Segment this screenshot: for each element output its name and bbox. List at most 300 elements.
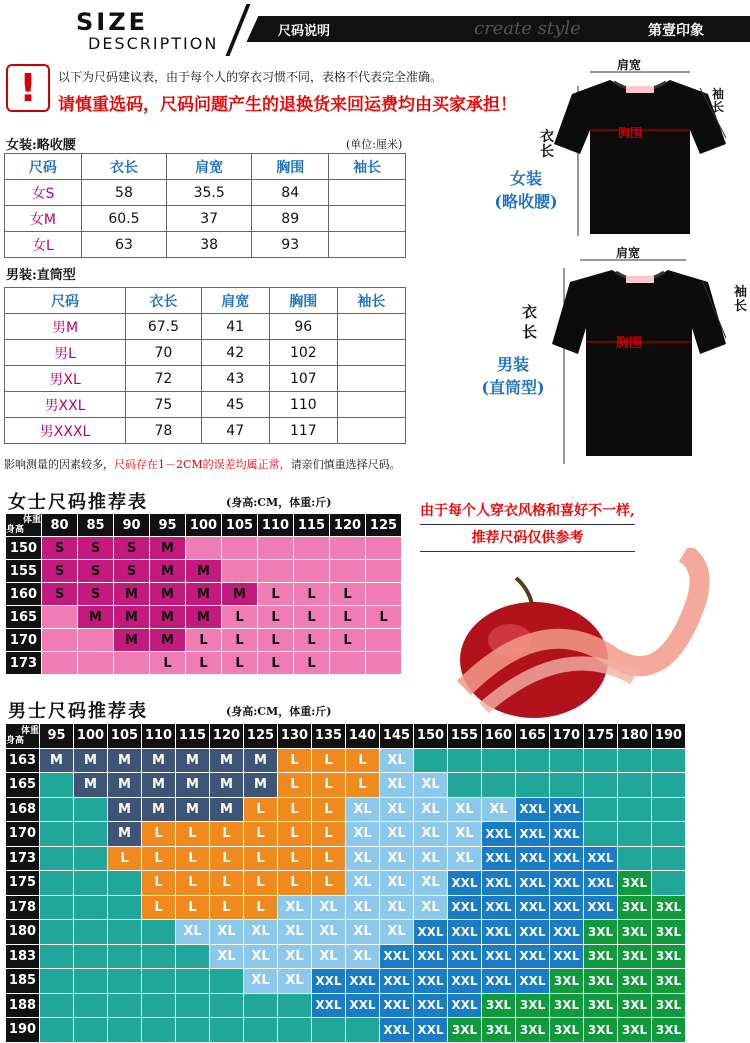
column-header: 胸围 — [269, 288, 337, 314]
grid-cell: L — [222, 629, 258, 652]
grid-cell — [74, 846, 108, 871]
grid-cell: XXL — [550, 920, 584, 945]
corner-weight-label: 体重 — [22, 515, 41, 525]
grid-cell: L — [294, 652, 330, 675]
weight-header: 105 — [222, 514, 258, 537]
grid-row — [6, 606, 402, 629]
grid-cell: L — [366, 606, 402, 629]
grid-cell: 3XL — [584, 1018, 618, 1043]
grid-cell: XXL — [482, 846, 516, 871]
weight-header: 110 — [258, 514, 294, 537]
table-cell: 35.5 — [167, 180, 252, 206]
grid-cell: XL — [414, 822, 448, 847]
grid-cell — [618, 822, 652, 847]
grid-cell: XXL — [414, 1018, 448, 1043]
grid-cell: XXL — [516, 969, 550, 994]
grid-cell: XXL — [516, 797, 550, 822]
grid-cell: S — [42, 560, 78, 583]
grid-cell — [40, 895, 74, 920]
grid-cell: S — [42, 537, 78, 560]
grid-row — [6, 944, 686, 969]
grid-cell: 3XL — [482, 993, 516, 1018]
grid-cell: L — [294, 583, 330, 606]
grid-cell: M — [186, 560, 222, 583]
measurement-note: 影响测量的因素较多，尺码存在1－2CM的误差均属正常，请亲们慎重选择尺码。 — [4, 458, 401, 471]
weight-header: 85 — [78, 514, 114, 537]
grid-cell: M — [150, 560, 186, 583]
grid-cell — [448, 748, 482, 773]
grid-cell — [176, 944, 210, 969]
table-cell — [329, 180, 406, 206]
grid-cell: M — [114, 606, 150, 629]
grid-cell: 3XL — [652, 993, 686, 1018]
grid-cell: 3XL — [448, 1018, 482, 1043]
grid-cell: L — [244, 846, 278, 871]
grid-cell: 3XL — [652, 944, 686, 969]
grid-cell: 3XL — [618, 920, 652, 945]
grid-cell: XL — [414, 871, 448, 896]
grid-cell: XXL — [414, 944, 448, 969]
table-row — [5, 232, 406, 258]
male-size-table — [4, 287, 406, 444]
grid-header-row — [6, 724, 686, 749]
table-cell: 58 — [81, 180, 166, 206]
grid-cell: L — [210, 871, 244, 896]
grid-row — [6, 652, 402, 675]
male-type-label: 男装 (直筒型) — [481, 355, 545, 397]
weight-header: 125 — [366, 514, 402, 537]
column-header: 肩宽 — [167, 154, 252, 180]
height-header: 173 — [6, 652, 42, 675]
grid-cell: L — [176, 846, 210, 871]
grid-cell: L — [312, 797, 346, 822]
table-cell: 60.5 — [81, 206, 166, 232]
grid-cell: L — [258, 629, 294, 652]
grid-cell — [550, 773, 584, 798]
height-header: 160 — [6, 583, 42, 606]
height-header: 173 — [6, 846, 40, 871]
grid-cell — [108, 920, 142, 945]
table-cell: 102 — [269, 340, 337, 366]
grid-cell — [258, 560, 294, 583]
grid-cell: XL — [210, 920, 244, 945]
weight-header: 105 — [108, 724, 142, 749]
height-header: 155 — [6, 560, 42, 583]
female-shoulder-label: 肩宽 — [617, 58, 642, 72]
grid-cell: 3XL — [516, 993, 550, 1018]
grid-cell: L — [312, 748, 346, 773]
column-header: 尺码 — [5, 288, 126, 314]
grid-cell — [78, 652, 114, 675]
grid-cell: XL — [312, 895, 346, 920]
grid-cell: XL — [346, 944, 380, 969]
grid-cell: XXL — [346, 969, 380, 994]
grid-row — [6, 583, 402, 606]
grid-cell: L — [210, 895, 244, 920]
grid-cell — [366, 560, 402, 583]
table-cell: 96 — [269, 314, 337, 340]
grid-cell: XL — [380, 920, 414, 945]
weight-header: 100 — [74, 724, 108, 749]
grid-cell: XXL — [516, 846, 550, 871]
grid-cell: XXL — [550, 846, 584, 871]
height-header: 170 — [6, 629, 42, 652]
female-type-label: 女装 (略收腰) — [494, 169, 558, 211]
grid-cell — [448, 773, 482, 798]
grid-cell: XXL — [380, 1018, 414, 1043]
grid-cell — [584, 748, 618, 773]
grid-cell: XL — [346, 846, 380, 871]
grid-cell — [108, 944, 142, 969]
grid-cell: XL — [380, 895, 414, 920]
grid-cell — [108, 1018, 142, 1043]
table-cell: 43 — [201, 366, 269, 392]
table-cell: 70 — [126, 340, 202, 366]
grid-cell: XXL — [448, 895, 482, 920]
grid-cell — [618, 748, 652, 773]
grid-cell: L — [176, 895, 210, 920]
grid-row — [6, 846, 686, 871]
grid-cell: XXL — [516, 871, 550, 896]
weight-header: 120 — [210, 724, 244, 749]
grid-cell — [618, 773, 652, 798]
grid-cell — [74, 895, 108, 920]
grid-cell — [142, 993, 176, 1018]
grid-cell: L — [330, 629, 366, 652]
grid-cell: M — [210, 797, 244, 822]
grid-cell: L — [312, 773, 346, 798]
grid-row — [6, 629, 402, 652]
height-header: 165 — [6, 606, 42, 629]
height-header: 190 — [6, 1018, 40, 1043]
grid-cell — [108, 969, 142, 994]
grid-cell: XL — [448, 797, 482, 822]
grid-cell — [366, 583, 402, 606]
grid-cell — [516, 773, 550, 798]
grid-cell — [108, 993, 142, 1018]
grid-cell: XXL — [312, 993, 346, 1018]
grid-cell: L — [278, 773, 312, 798]
table-row — [5, 206, 406, 232]
header-size-text: SIZE — [76, 8, 149, 36]
table-cell: 63 — [81, 232, 166, 258]
grid-cell: XXL — [516, 895, 550, 920]
grid-cell: L — [186, 652, 222, 675]
grid-cell: XL — [414, 773, 448, 798]
weight-header: 165 — [516, 724, 550, 749]
column-header: 尺码 — [5, 154, 82, 180]
weight-header: 190 — [652, 724, 686, 749]
grid-cell: XL — [380, 797, 414, 822]
grid-cell: L — [330, 583, 366, 606]
grid-cell — [78, 629, 114, 652]
grid-cell — [482, 748, 516, 773]
grid-cell: L — [210, 822, 244, 847]
table-cell: 女S — [5, 180, 82, 206]
grid-cell: XXL — [482, 920, 516, 945]
grid-cell: M — [74, 748, 108, 773]
grid-cell — [40, 846, 74, 871]
grid-cell: L — [278, 748, 312, 773]
weight-header: 90 — [114, 514, 150, 537]
grid-cell — [652, 822, 686, 847]
apple-tape-image — [424, 548, 744, 718]
grid-row — [6, 993, 686, 1018]
grid-cell — [40, 822, 74, 847]
grid-cell — [74, 993, 108, 1018]
table-cell — [329, 232, 406, 258]
grid-cell — [278, 1018, 312, 1043]
grid-cell — [114, 652, 150, 675]
grid-row — [6, 797, 686, 822]
height-header: 168 — [6, 797, 40, 822]
grid-cell: L — [222, 606, 258, 629]
weight-header: 145 — [380, 724, 414, 749]
grid-cell: XXL — [516, 944, 550, 969]
grid-cell: 3XL — [584, 993, 618, 1018]
grid-cell: M — [142, 797, 176, 822]
grid-cell: 3XL — [652, 920, 686, 945]
grid-cell: M — [142, 748, 176, 773]
grid-cell: 3XL — [652, 1018, 686, 1043]
header-chinese-title: 尺码说明 — [278, 24, 331, 39]
weight-header: 80 — [42, 514, 78, 537]
grid-cell — [346, 1018, 380, 1043]
grid-cell: XXL — [482, 969, 516, 994]
table-cell: 45 — [201, 392, 269, 418]
grid-row — [6, 871, 686, 896]
female-grid-subtitle: (身高:CM，体重:斤) — [226, 496, 332, 509]
grid-cell: 3XL — [550, 993, 584, 1018]
grid-row — [6, 969, 686, 994]
grid-cell: 3XL — [652, 969, 686, 994]
table-cell: 42 — [201, 340, 269, 366]
grid-cell — [550, 748, 584, 773]
grid-cell: XXL — [584, 871, 618, 896]
grid-cell: S — [114, 537, 150, 560]
weight-header: 170 — [550, 724, 584, 749]
grid-row — [6, 560, 402, 583]
grid-cell: M — [142, 773, 176, 798]
grid-cell: XXL — [312, 969, 346, 994]
table-cell: 107 — [269, 366, 337, 392]
grid-cell: XXL — [550, 822, 584, 847]
table-row — [5, 418, 406, 444]
grid-cell — [618, 797, 652, 822]
grid-cell: L — [346, 748, 380, 773]
grid-cell — [74, 1018, 108, 1043]
male-sleeve-label: 袖长 — [734, 285, 748, 314]
grid-cell: XXL — [482, 944, 516, 969]
grid-cell: L — [346, 773, 380, 798]
grid-cell: XXL — [346, 993, 380, 1018]
grid-cell: L — [142, 895, 176, 920]
grid-cell: M — [150, 629, 186, 652]
weight-header: 95 — [150, 514, 186, 537]
grid-cell — [40, 1018, 74, 1043]
grid-cell: XL — [380, 773, 414, 798]
grid-cell — [222, 537, 258, 560]
column-header: 袖长 — [329, 154, 406, 180]
grid-cell: XXL — [380, 969, 414, 994]
grid-cell — [330, 652, 366, 675]
weight-header: 110 — [142, 724, 176, 749]
grid-cell — [618, 846, 652, 871]
grid-cell — [210, 1018, 244, 1043]
grid-cell — [294, 560, 330, 583]
grid-cell: XXL — [448, 993, 482, 1018]
grid-cell — [222, 560, 258, 583]
header-description-text: DESCRIPTION — [88, 34, 219, 53]
grid-cell: L — [150, 652, 186, 675]
grid-cell: XL — [244, 969, 278, 994]
grid-cell — [108, 871, 142, 896]
grid-cell — [74, 969, 108, 994]
grid-row — [6, 895, 686, 920]
grid-cell — [42, 652, 78, 675]
female-size-table — [4, 153, 406, 258]
male-table-title: 男装:直筒型 — [6, 268, 76, 283]
female-grid-title: 女士尺码推荐表 — [8, 492, 148, 513]
grid-cell — [584, 773, 618, 798]
grid-cell: XL — [312, 920, 346, 945]
grid-cell: XL — [414, 895, 448, 920]
grid-cell: XL — [380, 822, 414, 847]
grid-cell: XL — [448, 846, 482, 871]
grid-cell: L — [244, 822, 278, 847]
table-cell — [329, 206, 406, 232]
grid-cell: 3XL — [584, 920, 618, 945]
table-cell: 女M — [5, 206, 82, 232]
grid-cell — [482, 773, 516, 798]
grid-cell: M — [108, 822, 142, 847]
female-chest-label: 胸围 — [618, 126, 643, 140]
grid-row — [6, 1018, 686, 1043]
grid-cell: XL — [346, 822, 380, 847]
slogan: 由于每个人穿衣风格和喜好不一样, 推荐尺码仅供参考 — [420, 498, 635, 552]
grid-cell — [40, 993, 74, 1018]
table-cell — [337, 366, 405, 392]
grid-header-row — [6, 514, 402, 537]
height-header: 180 — [6, 920, 40, 945]
grid-cell: M — [114, 629, 150, 652]
grid-cell: XL — [346, 871, 380, 896]
table-cell: 78 — [126, 418, 202, 444]
column-header: 衣长 — [81, 154, 166, 180]
female-size-grid — [5, 513, 402, 675]
table-cell: 男L — [5, 340, 126, 366]
grid-cell — [414, 748, 448, 773]
grid-cell: 3XL — [618, 895, 652, 920]
grid-cell — [584, 797, 618, 822]
grid-cell: L — [278, 797, 312, 822]
grid-cell: L — [244, 895, 278, 920]
male-length-label: 衣长 — [522, 303, 538, 341]
grid-cell: 3XL — [618, 969, 652, 994]
grid-cell — [312, 1018, 346, 1043]
grid-cell: L — [142, 846, 176, 871]
grid-cell: XXL — [516, 822, 550, 847]
grid-cell: M — [150, 606, 186, 629]
grid-cell: L — [312, 822, 346, 847]
grid-cell: L — [176, 871, 210, 896]
grid-cell: XL — [380, 748, 414, 773]
grid-cell — [584, 822, 618, 847]
grid-cell: M — [222, 583, 258, 606]
grid-cell — [244, 1018, 278, 1043]
grid-cell — [40, 920, 74, 945]
column-header: 胸围 — [252, 154, 329, 180]
grid-cell — [176, 1018, 210, 1043]
unit-label: (单位:厘米) — [346, 138, 403, 151]
weight-header: 130 — [278, 724, 312, 749]
grid-row — [6, 920, 686, 945]
grid-cell — [516, 748, 550, 773]
grid-cell — [366, 629, 402, 652]
grid-cell: XXL — [448, 920, 482, 945]
grid-cell — [74, 822, 108, 847]
grid-cell — [210, 969, 244, 994]
grid-cell: 3XL — [482, 1018, 516, 1043]
grid-cell — [40, 969, 74, 994]
grid-cell: 3XL — [618, 944, 652, 969]
grid-cell: XXL — [550, 797, 584, 822]
female-length-label: 衣长 — [540, 129, 554, 160]
male-shoulder-label: 肩宽 — [616, 246, 641, 260]
weight-header: 115 — [176, 724, 210, 749]
grid-cell: L — [294, 606, 330, 629]
grid-cell: XL — [448, 822, 482, 847]
grid-cell — [40, 773, 74, 798]
weight-header: 160 — [482, 724, 516, 749]
grid-corner — [6, 514, 42, 537]
grid-cell: M — [108, 797, 142, 822]
grid-cell: S — [42, 583, 78, 606]
grid-cell: M — [176, 773, 210, 798]
grid-cell: XXL — [448, 969, 482, 994]
grid-cell: L — [244, 797, 278, 822]
grid-cell: L — [278, 871, 312, 896]
grid-cell: S — [78, 537, 114, 560]
grid-cell: M — [176, 748, 210, 773]
grid-row — [6, 537, 402, 560]
grid-cell: XL — [482, 797, 516, 822]
height-header: 185 — [6, 969, 40, 994]
grid-cell: XL — [380, 846, 414, 871]
male-size-grid — [5, 723, 686, 1043]
height-header: 163 — [6, 748, 40, 773]
grid-cell: XL — [346, 920, 380, 945]
table-header-row — [5, 288, 406, 314]
grid-cell: XL — [346, 797, 380, 822]
grid-cell: L — [278, 846, 312, 871]
grid-cell: L — [258, 606, 294, 629]
column-header: 袖长 — [337, 288, 405, 314]
grid-cell: M — [210, 773, 244, 798]
grid-cell: L — [222, 652, 258, 675]
grid-cell: L — [312, 871, 346, 896]
grid-cell — [330, 537, 366, 560]
grid-cell: XXL — [482, 871, 516, 896]
table-row — [5, 392, 406, 418]
grid-cell: XXL — [550, 871, 584, 896]
grid-cell: L — [142, 871, 176, 896]
height-header: 150 — [6, 537, 42, 560]
grid-cell: M — [74, 773, 108, 798]
weight-header: 155 — [448, 724, 482, 749]
warning-icon: ! — [6, 64, 50, 112]
grid-cell — [142, 969, 176, 994]
